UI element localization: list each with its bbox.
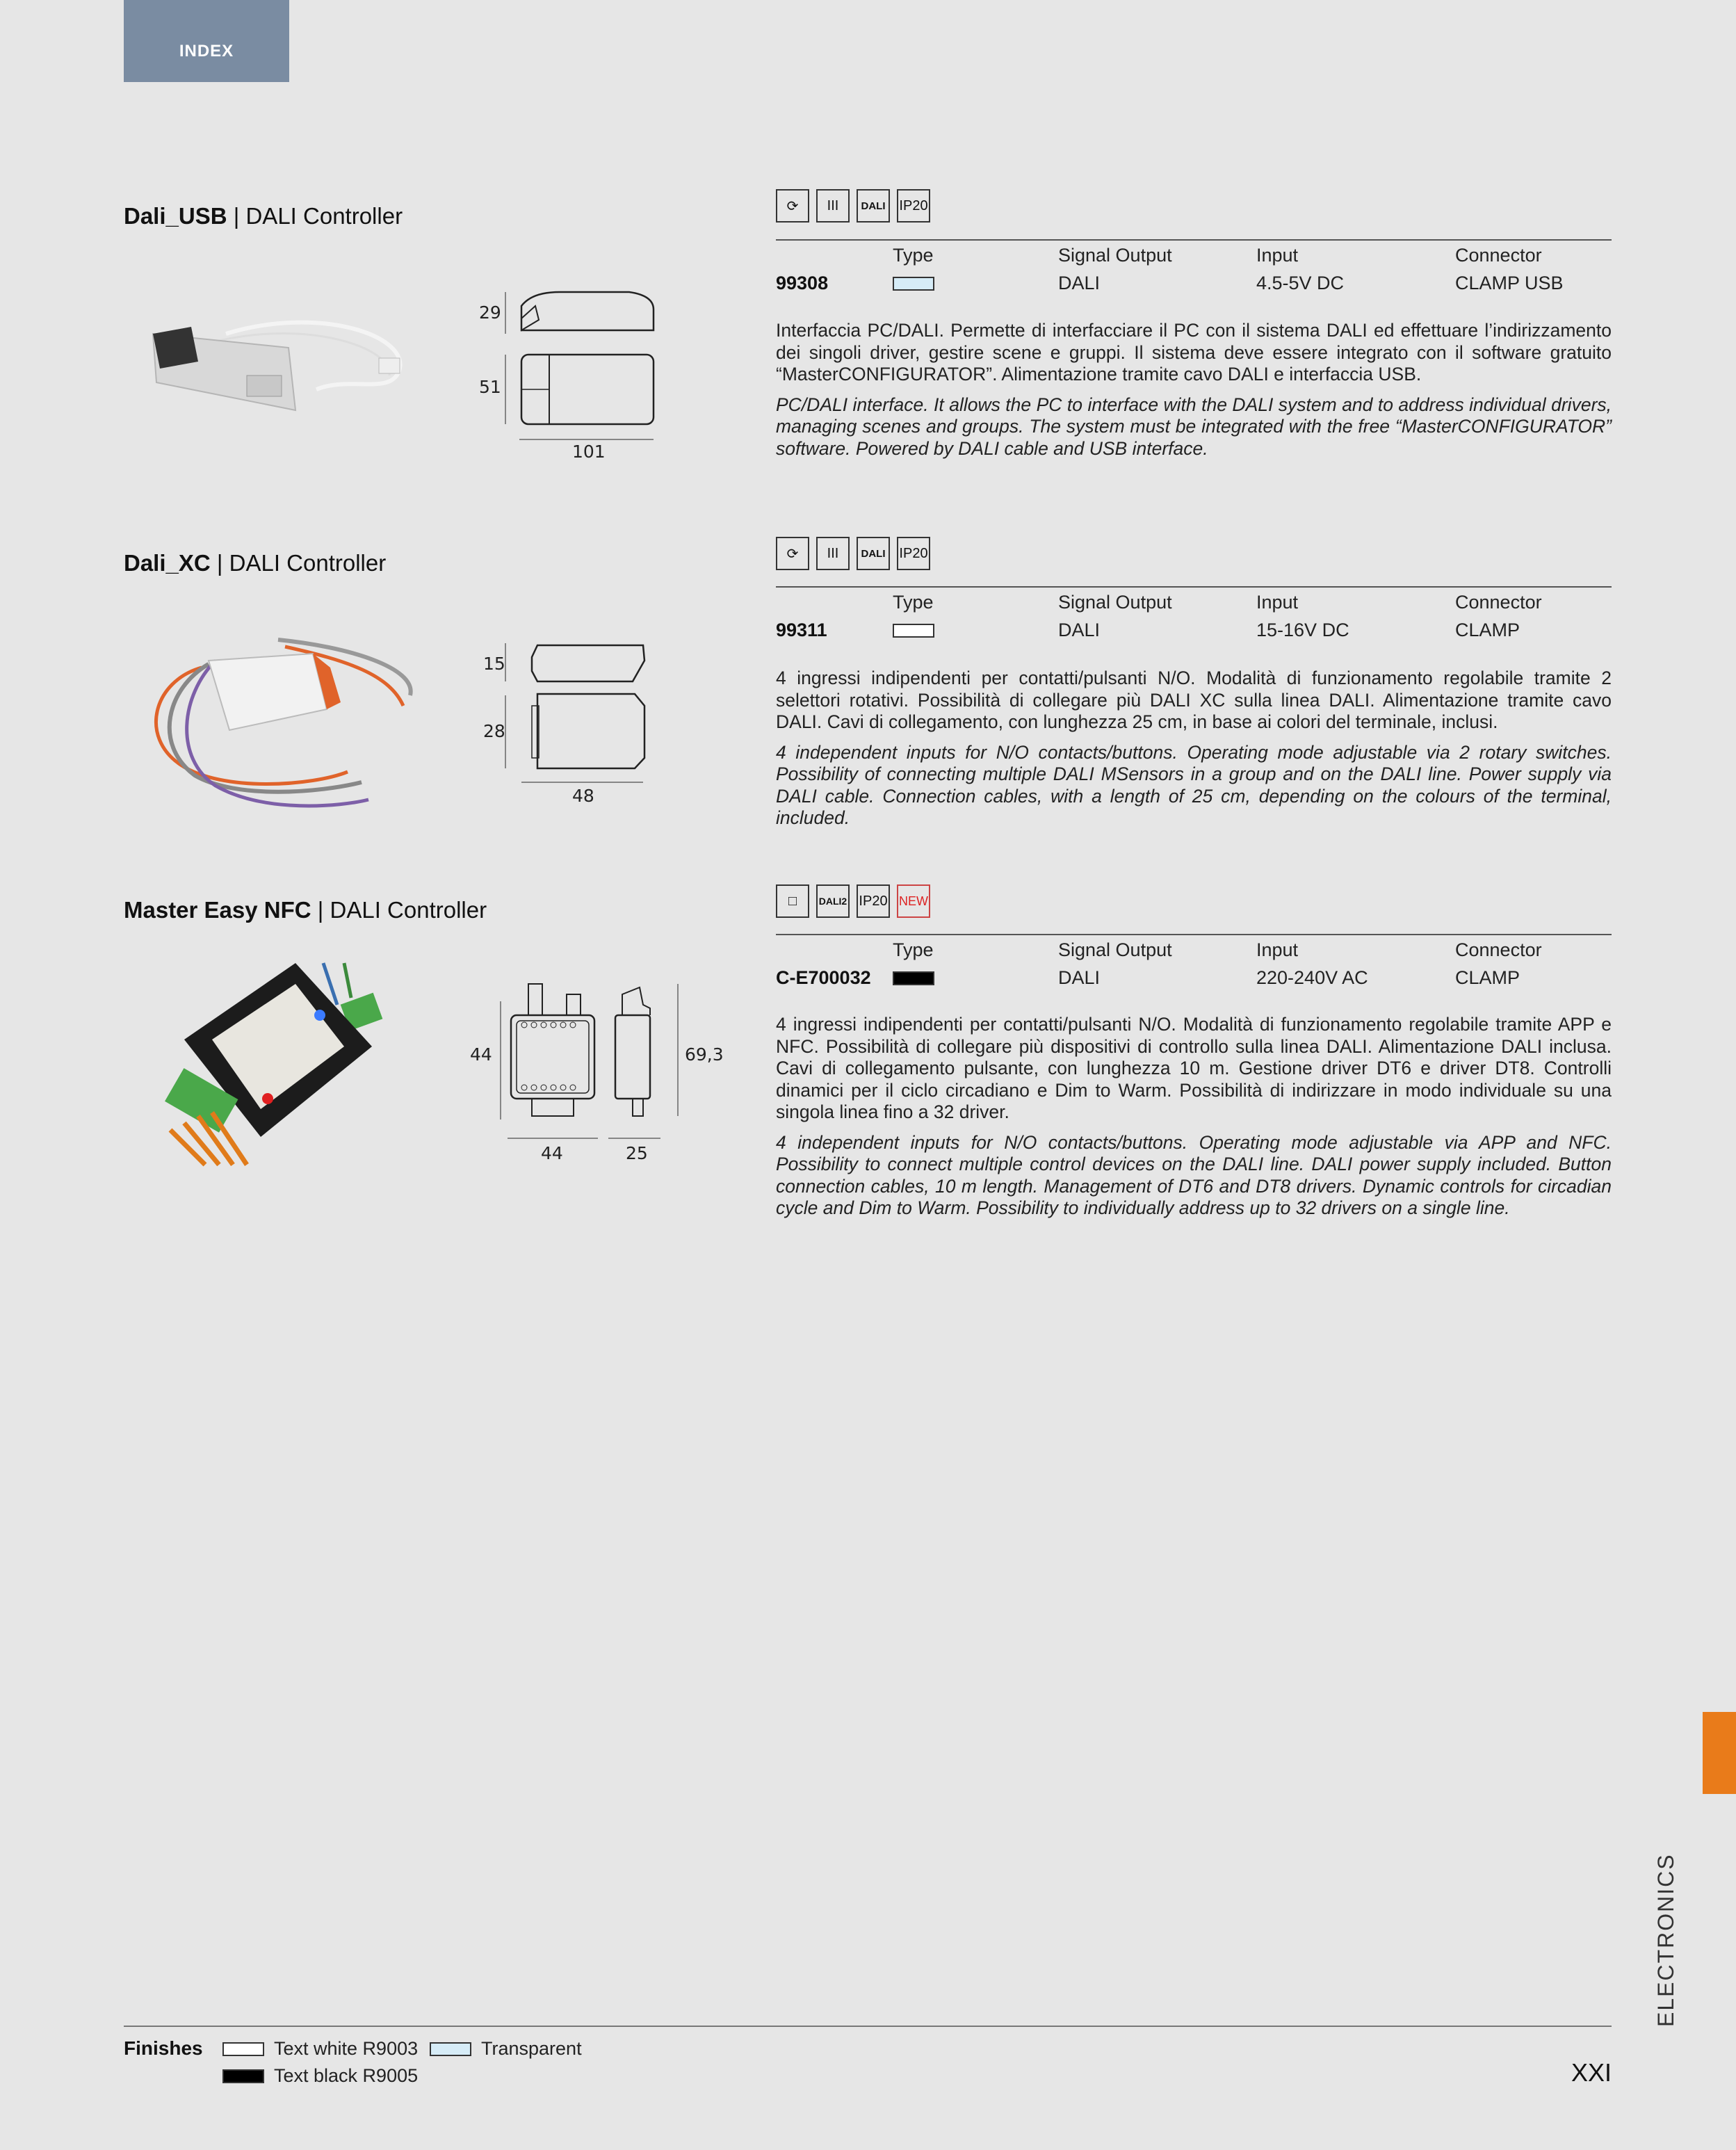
section-tab[interactable] <box>1703 1712 1736 1794</box>
swatch-white <box>222 2042 264 2056</box>
product-photo-master-easy-nfc <box>156 956 407 1172</box>
finish-swatch-white <box>893 624 934 638</box>
product-photo-dali-usb <box>143 292 421 431</box>
page-number: XXI <box>1571 2058 1612 2087</box>
dali-icon: DALI <box>857 537 890 570</box>
section-label: ELECTRONICS <box>1653 1853 1678 2027</box>
spec-table <box>776 586 1612 643</box>
product-photo-dali-xc <box>139 626 431 814</box>
desc-english: PC/DALI interface. It allows the PC to interface with the DALI system and to address individual drivers, managing scenes and groups. The system must be integrated with the free “MasterCONFIGURATOR” software. Powered by DALI cable and USB interface. <box>776 394 1612 459</box>
finish-swatch-black <box>893 971 934 985</box>
product-description <box>776 320 1612 468</box>
desc-italian: 4 ingressi indipendenti per contatti/pulsanti N/O. Modalità di funzionamento regolabile tramite APP e NFC. Possibilità di collegare più dispositivi di controllo sulla linea DALI. Alimentazione DALI inclusa. Cavi di collegamento pulsante, con lunghezza 10 m. Gestione driver DT6 e driver DT8. Controlli dinamici per il ciclo circadiano e Dim to Warm. Possibilità di indirizzare in modo individuale su una singola linea fino a 32 driver. <box>776 1014 1612 1122</box>
ip20-icon: IP20 <box>897 537 930 570</box>
dim-depth: 25 <box>626 1143 648 1163</box>
product-title: Dali_XC | DALI Controller <box>124 550 387 576</box>
cert-icons <box>776 189 930 223</box>
dim-height: 44 <box>470 1044 492 1065</box>
dim-depth: 28 <box>483 721 505 741</box>
spec-row: 99308 DALI 4.5-5V DC CLAMP USB <box>776 273 1564 293</box>
spec-table <box>776 934 1612 991</box>
swatch-black <box>222 2069 264 2083</box>
spec-header: Type Signal Output Input Connector <box>893 939 1542 960</box>
finishes-label: Finishes <box>124 2037 203 2059</box>
spec-header: Type Signal Output Input Connector <box>893 245 1542 266</box>
class-icon: ⟳ <box>776 189 809 223</box>
new-badge: NEW <box>897 884 930 918</box>
desc-italian: Interfaccia PC/DALI. Permette di interfacciare il PC con il sistema DALI ed effettuare l’indirizzamento dei singoli driver, gestire scene e gruppi. Il sistema deve essere integrato con il software gratuito “MasterCONFIGURATOR”. Alimentazione tramite cavo DALI e interfaccia USB. <box>776 320 1612 385</box>
class-icon: ⟳ <box>776 537 809 570</box>
class-iii-icon: III <box>816 537 850 570</box>
dimension-drawing <box>462 626 671 814</box>
dim-width: 48 <box>572 786 594 806</box>
finish-transparent: Transparent <box>430 2038 582 2060</box>
finish-swatch-transparent <box>893 277 934 291</box>
ip20-icon: IP20 <box>857 884 890 918</box>
spec-table <box>776 239 1612 296</box>
dim-width: 44 <box>541 1143 563 1163</box>
cert-icons <box>776 537 930 570</box>
product-title: Dali_USB | DALI Controller <box>124 203 403 229</box>
dali2-icon: DALI2 <box>816 884 850 918</box>
dimension-drawing <box>462 278 671 466</box>
spec-header: Type Signal Output Input Connector <box>893 592 1542 613</box>
ip20-icon: IP20 <box>897 189 930 223</box>
swatch-transparent <box>430 2042 471 2056</box>
desc-english: 4 independent inputs for N/O contacts/buttons. Operating mode adjustable via APP and NFC. Possibility to connect multiple control devices on the DALI line. DALI power supply included. Button connection cables, 10 m length. Management of DT6 and DT8 drivers. Dynamic controls for circadian cycle and Dim to Warm. Possibility to individually address up to 32 drivers on a single line. <box>776 1131 1612 1218</box>
footer-rule <box>124 2026 1612 2027</box>
desc-italian: 4 ingressi indipendenti per contatti/pulsanti N/O. Modalità di funzionamento regolabile tramite 2 selettori rotativi. Possibilità di collegare più DALI XC sulla linea DALI. Alimentazione tramite cavo DALI. Cavi di collegamento, con lunghezza 25 cm, in base ai colori del terminale, inclusi. <box>776 668 1612 732</box>
dim-height: 29 <box>479 302 501 323</box>
spec-row: 99311 DALI 15-16V DC CLAMP <box>776 620 1520 640</box>
dim-total-height: 69,3 <box>685 1044 724 1065</box>
dim-depth: 51 <box>479 377 501 397</box>
class-iii-icon: III <box>816 189 850 223</box>
dim-width: 101 <box>572 442 606 462</box>
dimension-drawing <box>466 973 730 1175</box>
desc-english: 4 independent inputs for N/O contacts/buttons. Operating mode adjustable via 2 rotary switches. Possibility of connecting multiple DALI MSensors in a group and on the DALI line. Power supply via DALI cable. Connection cables, with a length of 25 cm, depending on the colours of the terminal, included. <box>776 741 1612 828</box>
square-icon: □ <box>776 884 809 918</box>
dali-icon: DALI <box>857 189 890 223</box>
index-tab[interactable]: INDEX <box>124 0 289 82</box>
product-title: Master Easy NFC | DALI Controller <box>124 897 487 923</box>
finish-white: Text white R9003 <box>222 2038 418 2060</box>
dim-height: 15 <box>483 654 505 674</box>
spec-row: C-E700032 DALI 220-240V AC CLAMP <box>776 967 1520 988</box>
product-description <box>776 668 1612 838</box>
cert-icons <box>776 884 930 918</box>
finish-black: Text black R9005 <box>222 2065 418 2087</box>
product-description <box>776 1014 1612 1228</box>
